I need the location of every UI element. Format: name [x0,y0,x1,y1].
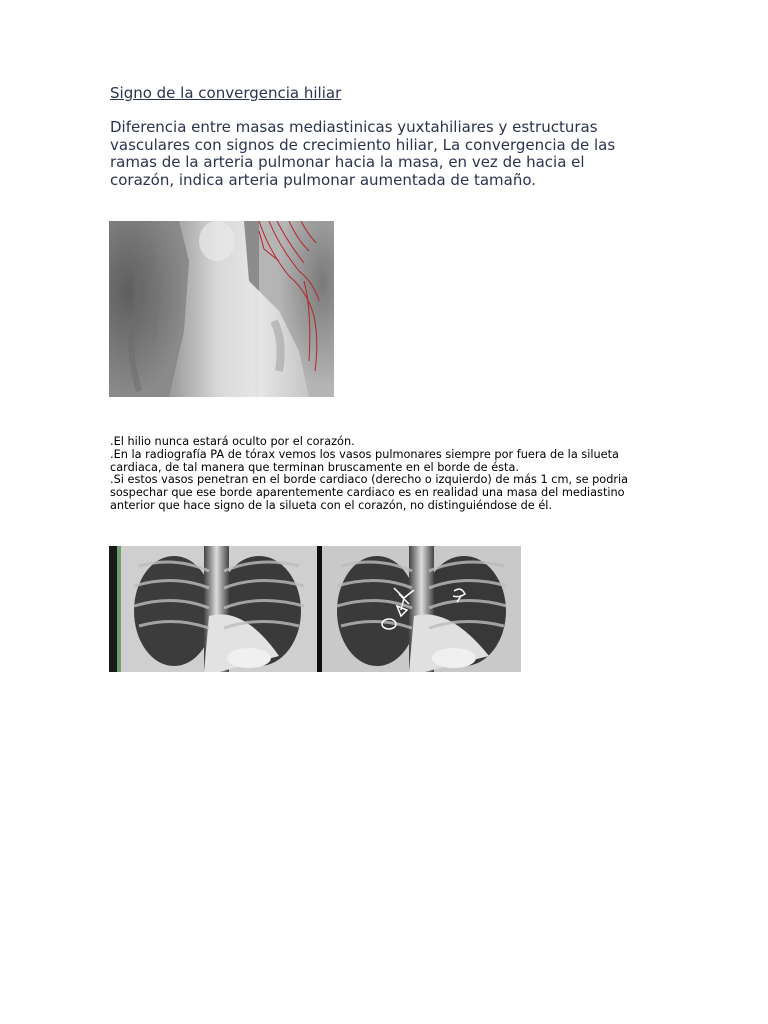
paired-chest-xray-image [109,546,521,672]
xray-hilar-convergence-image [109,221,334,397]
note-line: sospechar que ese borde aparentemente cardiaco es en realidad una masa del mediastino [110,486,625,500]
intro-paragraph [110,119,660,189]
xray-panel-left [117,546,317,672]
notes-paragraph [110,436,670,513]
note-line: anterior que hace signo de la silueta con el corazón, no distinguiéndose de él. [110,498,553,512]
note-line: .Si estos vasos penetran en el borde cardiaco (derecho o izquierdo) de más 1 cm, se podria [110,473,629,487]
intro-line: vasculares con signos de crecimiento hiliar, La convergencia de las [110,135,616,154]
document-heading: Signo de la convergencia hiliar [110,84,342,102]
intro-line: Diferencia entre masas mediastinicas yuxtahiliares y estructuras [110,118,598,136]
note-line: cardiaca, de tal manera que terminan bruscamente en el borde de ésta. [110,460,519,474]
note-line: .En la radiografía PA de tórax vemos los vasos pulmonares siempre por fuera de la silueta [110,447,619,461]
xray-panel-right [322,546,521,672]
note-line: .El hilio nunca estará oculto por el corazón. [110,435,355,448]
intro-line: corazón, indica arteria pulmonar aumentada de tamaño. [110,170,537,189]
intro-line: ramas de la arteria pulmonar hacia la masa, en vez de hacia el [110,153,585,171]
